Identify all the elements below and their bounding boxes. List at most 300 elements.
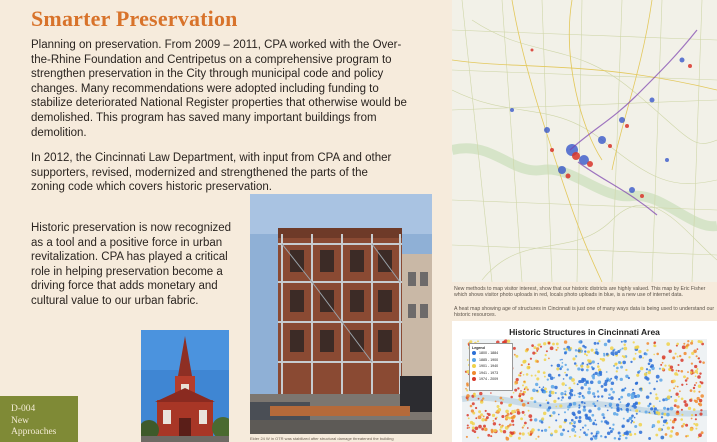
structure-dot xyxy=(673,387,675,389)
structure-dot xyxy=(468,417,470,419)
structure-dot xyxy=(564,419,567,422)
structure-dot xyxy=(612,391,615,394)
structure-dot xyxy=(611,428,614,431)
structure-dot xyxy=(564,352,567,355)
structure-dot xyxy=(669,350,672,353)
structure-dot xyxy=(636,374,639,377)
structure-dot xyxy=(574,394,576,396)
structure-dot xyxy=(644,373,647,376)
structure-dot xyxy=(612,424,614,426)
structure-dot xyxy=(650,392,652,394)
structure-dot xyxy=(545,354,547,356)
structure-dot xyxy=(638,402,641,405)
structure-dot xyxy=(513,415,516,418)
structure-dot xyxy=(544,358,547,361)
structure-dot xyxy=(633,341,635,343)
structure-dot xyxy=(650,407,653,410)
structure-dot xyxy=(518,395,521,398)
structure-dot xyxy=(551,433,553,435)
structure-dot xyxy=(614,351,618,355)
structure-dot xyxy=(683,375,686,378)
structure-dot xyxy=(680,359,683,362)
legend-swatch xyxy=(472,358,476,362)
page-title: Smarter Preservation xyxy=(31,6,238,31)
structure-dot xyxy=(682,345,686,349)
structure-dot xyxy=(484,428,486,430)
structure-dot xyxy=(536,360,539,363)
structure-dot xyxy=(685,379,688,382)
structure-dot xyxy=(535,375,537,377)
structure-dot xyxy=(577,410,581,414)
structure-dot xyxy=(666,342,670,346)
structure-dot xyxy=(466,414,468,416)
structure-dot xyxy=(606,353,609,356)
structure-dot xyxy=(500,397,503,400)
structure-dot xyxy=(636,413,638,415)
structure-dot xyxy=(623,418,625,420)
structure-dot xyxy=(658,428,662,432)
legend-label: 1901 - 1940 xyxy=(479,364,499,369)
structure-dot xyxy=(531,344,534,347)
structure-dot xyxy=(554,430,558,434)
structure-dot xyxy=(475,407,477,409)
structure-dot xyxy=(522,403,526,407)
structure-dot xyxy=(528,410,530,412)
structure-dot xyxy=(621,341,623,343)
structure-dot xyxy=(564,411,566,413)
structure-dot xyxy=(467,427,469,429)
structure-dot xyxy=(621,347,623,349)
legend-swatch xyxy=(472,371,476,375)
structure-dot xyxy=(514,383,516,385)
structure-dot xyxy=(649,382,651,384)
structure-dot xyxy=(558,414,560,416)
structure-dot xyxy=(551,365,553,367)
structure-dot xyxy=(597,407,600,410)
structure-dot xyxy=(564,340,567,343)
structure-dot xyxy=(478,415,482,419)
structure-dot xyxy=(584,424,586,426)
structure-dot xyxy=(558,374,561,377)
structure-dot xyxy=(534,400,537,403)
structure-dot xyxy=(582,396,585,399)
structure-dot xyxy=(577,383,579,385)
structure-dot xyxy=(660,436,664,440)
structure-dot xyxy=(466,389,468,391)
structure-dot xyxy=(698,357,700,359)
structure-dot xyxy=(536,350,538,352)
structure-dot xyxy=(496,411,498,413)
structure-dot xyxy=(605,405,607,407)
structure-dot xyxy=(630,361,632,363)
structure-dot xyxy=(601,395,603,397)
structure-dot xyxy=(583,431,586,434)
structure-dot xyxy=(653,405,655,407)
structure-dot xyxy=(650,365,652,367)
structure-dot xyxy=(536,377,539,380)
structure-dot xyxy=(620,349,622,351)
structure-dot xyxy=(527,432,529,434)
structure-dot xyxy=(590,437,593,440)
section-code: D-004 xyxy=(11,404,36,414)
structure-dot xyxy=(572,425,574,427)
structure-dot xyxy=(677,364,679,366)
structure-dot xyxy=(700,340,703,343)
structure-dot xyxy=(638,350,641,353)
structure-dot xyxy=(618,398,620,400)
structure-dot xyxy=(664,364,666,366)
structure-dot xyxy=(505,416,508,419)
structure-dot xyxy=(546,350,548,352)
structure-dot xyxy=(548,342,551,345)
structure-dot xyxy=(594,405,596,407)
structure-dot xyxy=(506,437,510,441)
structure-dot xyxy=(475,417,477,419)
structure-dot xyxy=(691,414,693,416)
structure-dot xyxy=(564,372,566,374)
structure-dot xyxy=(565,384,567,386)
structure-dot xyxy=(620,401,622,403)
structure-dot xyxy=(585,381,588,384)
structure-dot xyxy=(606,371,608,373)
structure-dot xyxy=(625,437,628,440)
structure-dot xyxy=(560,359,562,361)
structure-dot xyxy=(659,368,661,370)
structure-dot xyxy=(618,438,621,441)
structure-dot xyxy=(530,397,533,400)
structure-dot xyxy=(548,373,552,377)
structure-dot xyxy=(697,348,699,350)
structure-dot xyxy=(630,422,632,424)
structure-dot xyxy=(498,408,502,412)
structure-dot xyxy=(528,414,532,418)
structure-dot xyxy=(655,434,658,437)
structure-dot xyxy=(584,353,586,355)
structure-dot xyxy=(539,386,541,388)
structure-dot xyxy=(523,374,525,376)
structure-dot xyxy=(515,355,518,358)
structure-dot xyxy=(614,437,617,440)
structure-dot xyxy=(567,409,569,411)
structure-dot xyxy=(518,437,521,440)
structure-dot xyxy=(581,401,584,404)
structure-dot xyxy=(597,400,599,402)
structure-dot xyxy=(639,423,643,427)
structure-dot xyxy=(681,414,683,416)
structure-dot xyxy=(591,432,593,434)
structure-dot xyxy=(639,355,642,358)
structure-dot xyxy=(488,413,491,416)
structure-dot xyxy=(574,362,577,365)
structure-dot xyxy=(680,370,683,373)
structure-dot xyxy=(568,387,571,390)
section-name-line-2: Approaches xyxy=(11,427,57,437)
structure-dot xyxy=(555,349,557,351)
structure-dot xyxy=(690,342,693,345)
structure-dot xyxy=(505,410,509,414)
structure-dot xyxy=(580,365,583,368)
structure-dot xyxy=(597,342,599,344)
structure-dot xyxy=(573,413,576,416)
structure-dot xyxy=(600,435,602,437)
structure-dot xyxy=(695,400,698,403)
structure-dot xyxy=(467,399,469,401)
structure-dot xyxy=(550,346,554,350)
structure-dot xyxy=(563,348,565,350)
structure-dot xyxy=(597,353,599,355)
structure-dot xyxy=(474,430,477,433)
structure-dot xyxy=(624,432,627,435)
structure-dot xyxy=(610,351,614,355)
structure-dot xyxy=(676,370,678,372)
structure-dot xyxy=(699,381,701,383)
structure-dot xyxy=(634,433,636,435)
structure-dot xyxy=(535,438,537,440)
structure-dot xyxy=(568,396,571,399)
structure-dot xyxy=(639,410,641,412)
structure-dot xyxy=(623,340,625,342)
structure-dot xyxy=(610,396,614,400)
structure-dot xyxy=(468,427,470,429)
structure-dot xyxy=(543,386,545,388)
structure-dot xyxy=(541,388,544,391)
structure-dot xyxy=(575,349,577,351)
structure-dot xyxy=(523,425,525,427)
structure-dot xyxy=(656,380,658,382)
structure-dot xyxy=(611,407,613,409)
structure-dot xyxy=(672,356,675,359)
structure-dot xyxy=(627,393,631,397)
structure-dot xyxy=(661,416,663,418)
structure-dot xyxy=(628,377,630,379)
structure-dot xyxy=(620,408,622,410)
structure-dot xyxy=(480,413,483,416)
structure-dot xyxy=(541,417,544,420)
structure-dot xyxy=(532,388,536,392)
structure-dot xyxy=(656,375,660,379)
structure-dot xyxy=(554,386,557,389)
structure-dot xyxy=(654,345,657,348)
structure-dot xyxy=(575,431,577,433)
structure-dot xyxy=(607,379,609,381)
structure-dot xyxy=(586,369,589,372)
structure-dot xyxy=(527,388,529,390)
structure-dot xyxy=(700,409,702,411)
structure-dot xyxy=(465,388,467,390)
structure-dot xyxy=(467,424,469,426)
scaffold-building-photo xyxy=(250,194,432,434)
structure-dot xyxy=(648,412,650,414)
structure-dot xyxy=(533,346,536,349)
structure-dot xyxy=(693,390,695,392)
structure-dot xyxy=(667,395,671,399)
legend-label: 1974 - 2009 xyxy=(479,377,499,382)
structure-dot xyxy=(557,347,559,349)
structure-dot xyxy=(578,396,580,398)
structure-dot xyxy=(597,395,599,397)
structure-dot xyxy=(548,358,550,360)
structure-dot xyxy=(674,418,677,421)
structure-dot xyxy=(662,368,665,371)
legend-label: 1800 - 1884 xyxy=(479,351,499,356)
structure-dot xyxy=(645,353,648,356)
structure-dot xyxy=(511,410,515,414)
structure-dot xyxy=(587,391,591,395)
structure-dot xyxy=(674,399,677,402)
structure-dot xyxy=(662,355,666,359)
structure-dot xyxy=(662,362,664,364)
structure-dot xyxy=(514,354,516,356)
structure-dot xyxy=(561,365,563,367)
structure-dot xyxy=(626,408,629,411)
structure-dot xyxy=(536,390,538,392)
structure-dot xyxy=(519,375,521,377)
structure-dot xyxy=(548,426,550,428)
structure-dot xyxy=(527,366,530,369)
structure-dot xyxy=(520,372,522,374)
structure-dot xyxy=(523,381,525,383)
structure-dot xyxy=(601,420,603,422)
structure-dot xyxy=(478,398,480,400)
structure-dot xyxy=(634,425,637,428)
structure-dot xyxy=(656,411,659,414)
structure-dot xyxy=(594,419,596,421)
structure-dot xyxy=(654,407,657,410)
structure-dot xyxy=(624,387,626,389)
structure-dot xyxy=(648,437,651,440)
structure-dot xyxy=(679,390,681,392)
structure-dot xyxy=(522,360,526,364)
legend-row xyxy=(472,376,510,383)
structure-dot xyxy=(604,382,608,386)
structure-dot xyxy=(686,343,689,346)
structure-dot xyxy=(667,426,670,429)
structure-dot xyxy=(537,370,540,373)
structure-dot xyxy=(587,429,589,431)
structure-dot xyxy=(698,403,700,405)
structure-dot xyxy=(695,423,698,426)
structure-dot xyxy=(578,407,580,409)
structure-dot xyxy=(687,371,689,373)
structure-dot xyxy=(555,406,557,408)
structure-dot xyxy=(537,343,540,346)
structure-dot xyxy=(667,408,670,411)
structure-dot xyxy=(574,435,577,438)
structure-dot xyxy=(560,392,563,395)
structure-dot xyxy=(616,370,618,372)
structure-dot xyxy=(671,369,674,372)
structure-dot xyxy=(634,417,636,419)
structure-dot xyxy=(669,434,672,437)
structure-dot xyxy=(581,368,584,371)
structure-dot xyxy=(636,345,639,348)
structure-dot xyxy=(592,367,595,370)
structure-dot xyxy=(586,354,588,356)
structure-dot xyxy=(670,419,672,421)
structure-dot xyxy=(473,393,476,396)
structure-dot xyxy=(572,357,575,360)
structure-dot xyxy=(511,432,514,435)
structure-dot xyxy=(539,404,541,406)
structure-dot xyxy=(522,411,525,414)
structure-dot xyxy=(597,363,599,365)
structure-dot xyxy=(544,376,546,378)
structure-dot xyxy=(497,405,500,408)
structure-dot xyxy=(557,397,559,399)
structure-dot xyxy=(695,418,697,420)
structure-dot xyxy=(640,367,644,371)
structure-dot xyxy=(577,367,580,370)
structure-dot xyxy=(701,431,704,434)
structure-dot xyxy=(696,368,698,370)
structure-dot xyxy=(513,347,516,350)
structure-dot xyxy=(690,389,693,392)
structure-dot xyxy=(690,371,693,374)
structure-dot xyxy=(638,370,640,372)
structure-dot xyxy=(696,355,698,357)
structure-dot xyxy=(623,343,625,345)
structure-dot xyxy=(633,357,636,360)
structure-dot xyxy=(535,383,538,386)
structure-dot xyxy=(683,423,686,426)
structure-dot xyxy=(478,410,481,413)
structure-dot xyxy=(520,417,523,420)
legend-label: 1941 - 1973 xyxy=(479,370,499,375)
structure-dot xyxy=(699,372,701,374)
structure-dot xyxy=(555,419,557,421)
structure-dot xyxy=(586,364,588,366)
structure-dot xyxy=(655,397,658,400)
paragraph-zoning-code: In 2012, the Cincinnati Law Department, with input from CPA and other supporters, revised, modernized and strengthened the parts of the zoning code which covers historic preservation. xyxy=(31,152,392,194)
structure-dot xyxy=(591,349,594,352)
structure-dot xyxy=(486,416,489,419)
structure-dot xyxy=(593,435,595,437)
structure-dot xyxy=(552,411,555,414)
structure-dot xyxy=(576,365,578,367)
structure-dot xyxy=(693,423,695,425)
structure-dot xyxy=(702,361,705,364)
structure-dot xyxy=(675,353,677,355)
structure-dot xyxy=(629,417,633,421)
structure-dot xyxy=(698,391,700,393)
structure-dot xyxy=(547,378,549,380)
structure-dot xyxy=(493,429,496,432)
structure-dot xyxy=(683,343,685,345)
structure-dot xyxy=(585,433,588,436)
structure-dot xyxy=(588,409,592,413)
structure-dot xyxy=(534,418,537,421)
structure-dot xyxy=(500,402,503,405)
structure-dot xyxy=(676,411,679,414)
structure-dot xyxy=(524,388,526,390)
structure-dot xyxy=(691,352,694,355)
structure-dot xyxy=(649,403,652,406)
structure-dot xyxy=(610,346,614,350)
structure-dot xyxy=(475,426,479,430)
structure-dot xyxy=(482,397,484,399)
structure-dot xyxy=(676,405,679,408)
structure-dot xyxy=(543,342,546,345)
structure-dot xyxy=(573,402,577,406)
structure-dot xyxy=(584,346,587,349)
heatmap-title: Historic Structures in Cincinnati Area xyxy=(509,327,660,337)
structure-dot xyxy=(579,416,582,419)
structure-dot xyxy=(607,339,610,342)
structure-dot xyxy=(685,424,688,427)
structure-dot xyxy=(559,425,562,428)
structure-dot xyxy=(561,399,563,401)
structure-dot xyxy=(593,395,595,397)
